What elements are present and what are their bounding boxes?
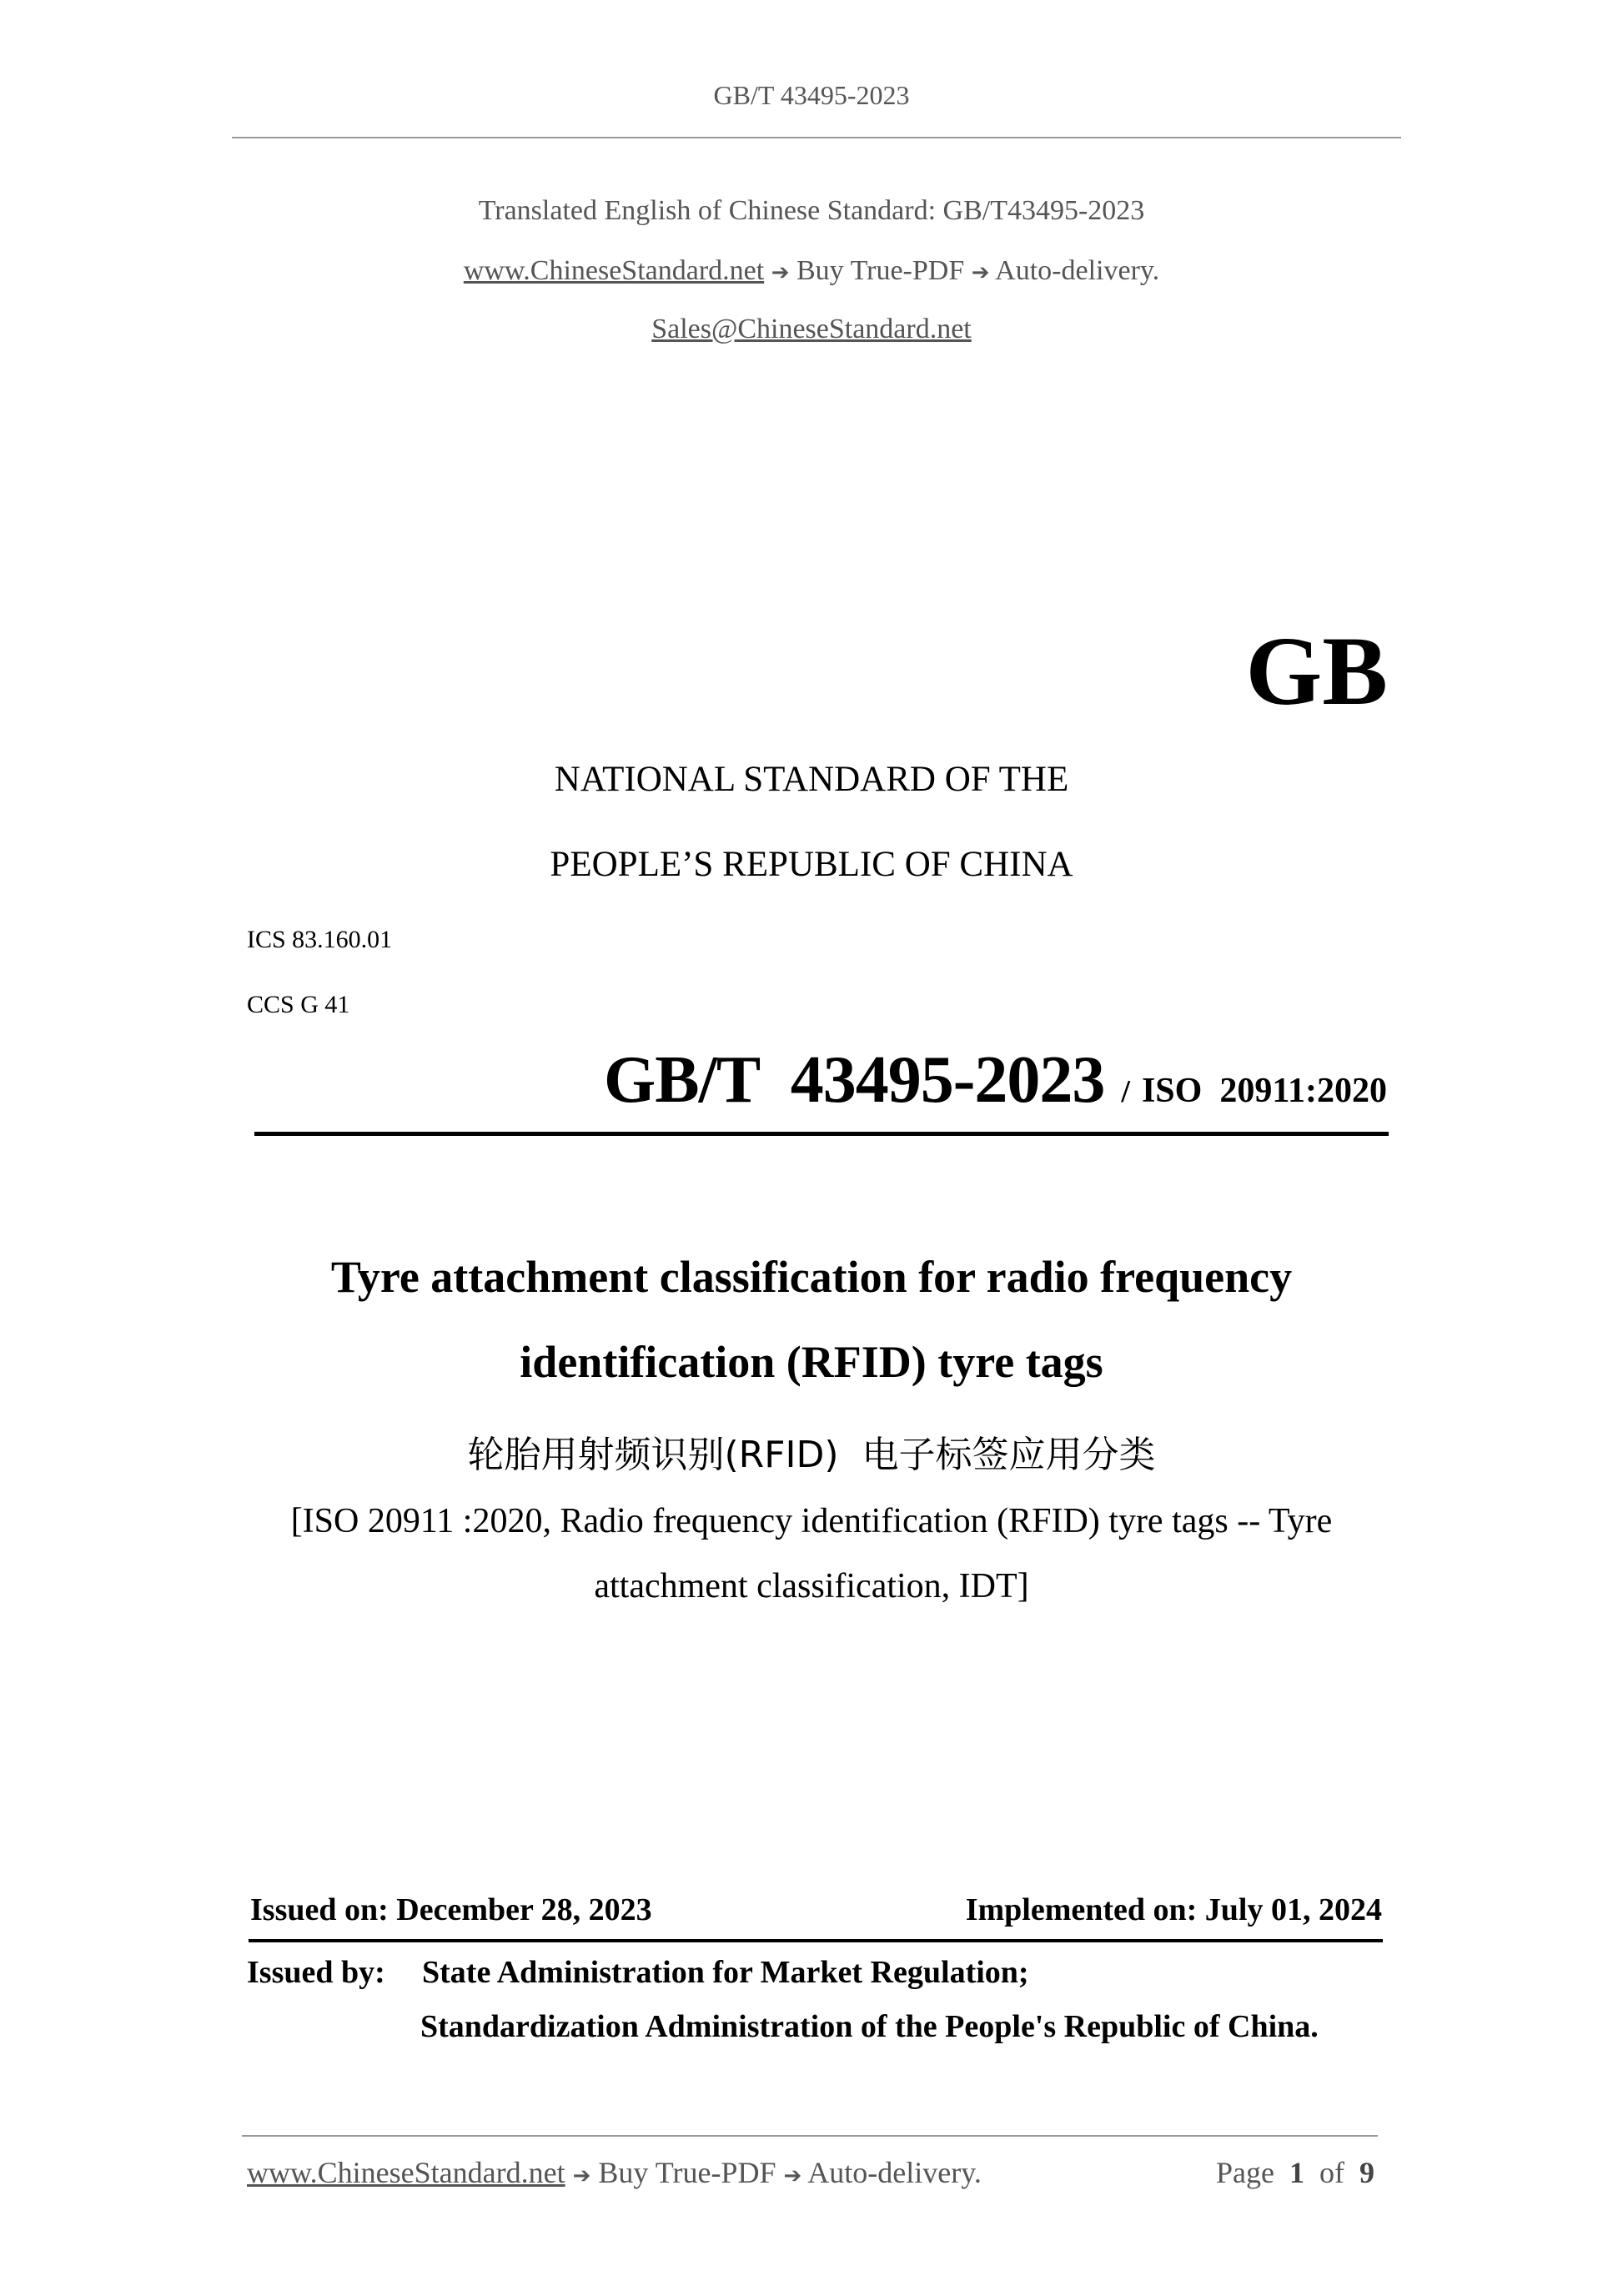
gb-logo: GB <box>1245 616 1388 726</box>
running-header: GB/T 43495-2023 <box>713 80 910 110</box>
date-divider <box>249 1939 1383 1942</box>
country-title: PEOPLE’S REPUBLIC OF CHINA <box>550 845 1073 884</box>
of-label: of <box>1319 2156 1344 2189</box>
adoption-note-line-2: attachment classification, IDT] <box>594 1567 1029 1605</box>
national-standard-title: NATIONAL STANDARD OF THE <box>554 760 1069 799</box>
issuer-name-1: State Administration for Market Regulation; <box>422 1955 1029 1990</box>
adoption-note-line-1: [ISO 20911 :2020, Radio frequency identification (RFID) tyre tags -- Tyre <box>290 1502 1333 1540</box>
standard-number <box>604 1043 1387 1117</box>
footer-divider <box>242 2135 1378 2137</box>
page-label: Page <box>1216 2156 1274 2189</box>
ccs-code: CCS G 41 <box>247 991 350 1018</box>
chinese-title: 轮胎用射频识别(RFID) 电子标签应用分类 <box>467 1434 1156 1476</box>
gbt-number: GB/T 43495-2023 <box>604 1043 1105 1117</box>
issued-on-date: Issued on: December 28, 2023 <box>250 1892 652 1927</box>
number-separator: / <box>1121 1074 1130 1109</box>
implemented-on-date: Implemented on: July 01, 2024 <box>965 1892 1382 1927</box>
website-link[interactable]: www.ChineseStandard.net <box>463 255 765 286</box>
page-current: 1 <box>1289 2156 1304 2189</box>
standard-number-divider <box>254 1132 1389 1136</box>
english-title-line-2: identification (RFID) tyre tags <box>520 1337 1103 1387</box>
sales-contact <box>0 314 1623 345</box>
footer-website-link[interactable]: www.ChineseStandard.net <box>247 2156 565 2189</box>
footer-purchase-line <box>247 2155 982 2190</box>
arrow-right-icon: ➔ <box>783 2163 802 2188</box>
issuer-name-2: Standardization Administration of the People's Republic of China. <box>420 2009 1319 2044</box>
issued-by-label: Issued by: <box>247 1955 385 1990</box>
purchase-line <box>0 255 1623 287</box>
translation-notice: Translated English of Chinese Standard: GB/T43495-2023 <box>478 195 1145 226</box>
sales-email-link[interactable]: Sales@ChineseStandard.net <box>651 314 972 344</box>
buy-pdf-text: Buy True-PDF <box>796 255 965 286</box>
arrow-right-icon: ➔ <box>572 2163 591 2188</box>
page-indicator <box>1216 2155 1374 2190</box>
ics-code: ICS 83.160.01 <box>247 926 393 953</box>
page-total: 9 <box>1359 2156 1374 2189</box>
iso-reference: ISO 20911:2020 <box>1141 1072 1387 1110</box>
footer-buy-text: Buy True-PDF <box>598 2156 776 2189</box>
auto-delivery-text: Auto-delivery. <box>995 255 1160 286</box>
footer-delivery-text: Auto-delivery. <box>807 2156 982 2189</box>
english-title-line-1: Tyre attachment classification for radio frequency <box>330 1252 1293 1302</box>
arrow-right-icon: ➔ <box>771 260 790 285</box>
header-divider <box>232 137 1401 138</box>
arrow-right-icon: ➔ <box>971 260 990 285</box>
